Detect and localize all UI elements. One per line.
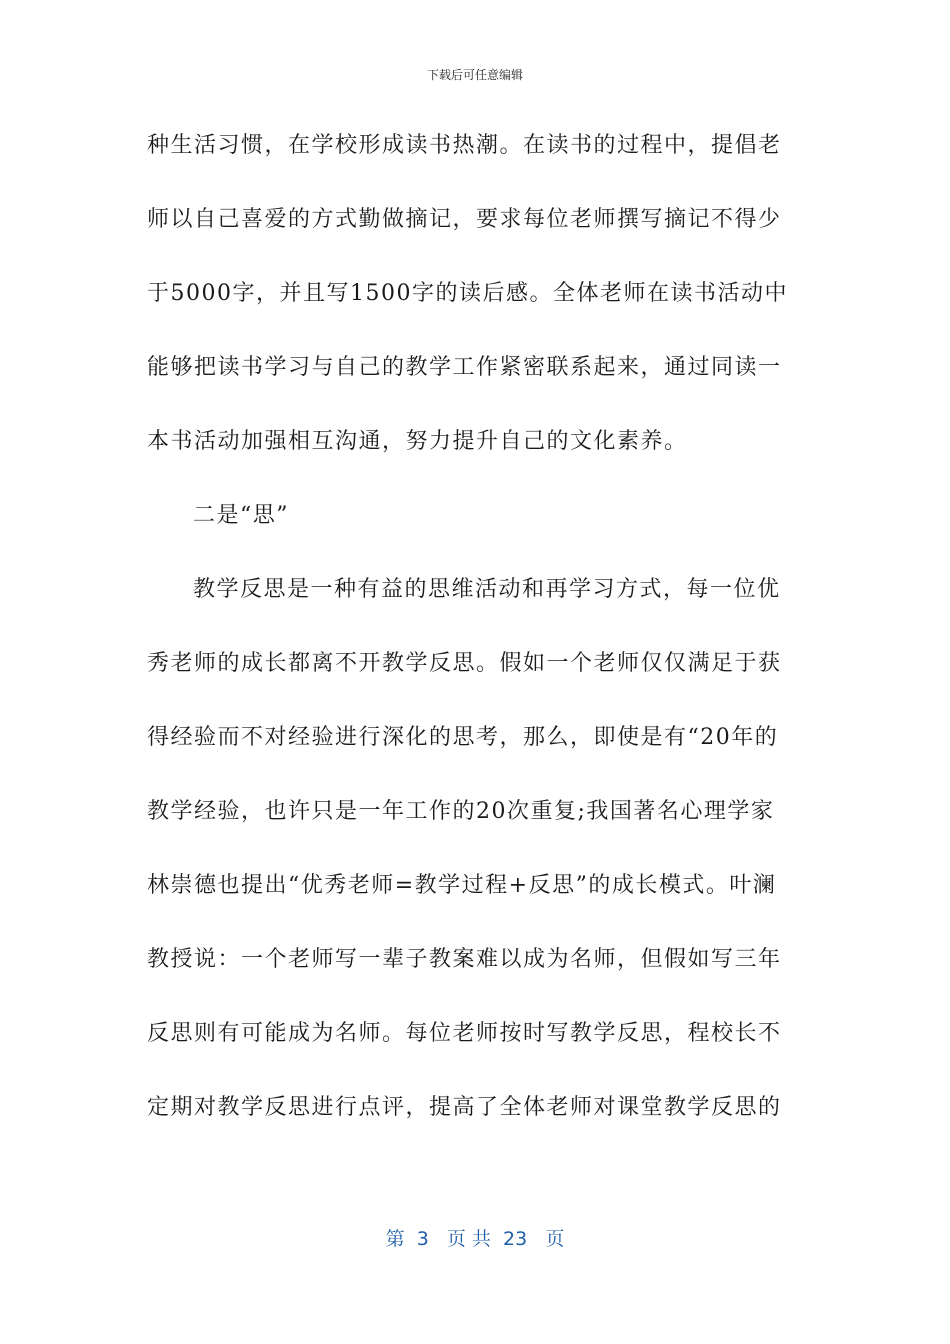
page-header: 下载后可任意编辑 xyxy=(426,68,523,82)
document-body xyxy=(147,124,797,1160)
text-line: 本书活动加强相互沟通，努力提升自己的文化素养。 xyxy=(147,429,688,454)
text-line: 能够把读书学习与自己的教学工作紧密联系起来，通过同读一 xyxy=(147,355,782,380)
text-line: 秀老师的成长都离不开教学反思。假如一个老师仅仅满足于获 xyxy=(147,651,782,676)
text-line: 得经验而不对经验进行深化的思考，那么，即使是有“20年的 xyxy=(147,725,779,750)
page-number-footer: 第 3 页 共 23 页 xyxy=(385,1228,565,1250)
text-line: 教授说：一个老师写一辈子教案难以成为名师，但假如写三年 xyxy=(147,947,782,972)
paragraph-start: 教学反思是一种有益的思维活动和再学习方式，每一位优 xyxy=(193,577,781,602)
text-line: 教学经验，也许只是一年工作的20次重复;我国著名心理学家 xyxy=(147,799,775,824)
section-heading: 二是“思” xyxy=(193,503,289,528)
text-line: 师以自己喜爱的方式勤做摘记，要求每位老师撰写摘记不得少 xyxy=(147,207,782,232)
text-line: 林崇德也提出“优秀老师=教学过程+反思”的成长模式。叶澜 xyxy=(147,873,777,898)
text-line: 反思则有可能成为名师。每位老师按时写教学反思，程校长不 xyxy=(147,1021,782,1046)
text-line: 定期对教学反思进行点评，提高了全体老师对课堂教学反思的 xyxy=(147,1095,782,1120)
text-line: 种生活习惯，在学校形成读书热潮。在读书的过程中，提倡老 xyxy=(147,133,782,158)
text-line: 于5000字，并且写1500字的读后感。全体老师在读书活动中 xyxy=(147,281,788,306)
